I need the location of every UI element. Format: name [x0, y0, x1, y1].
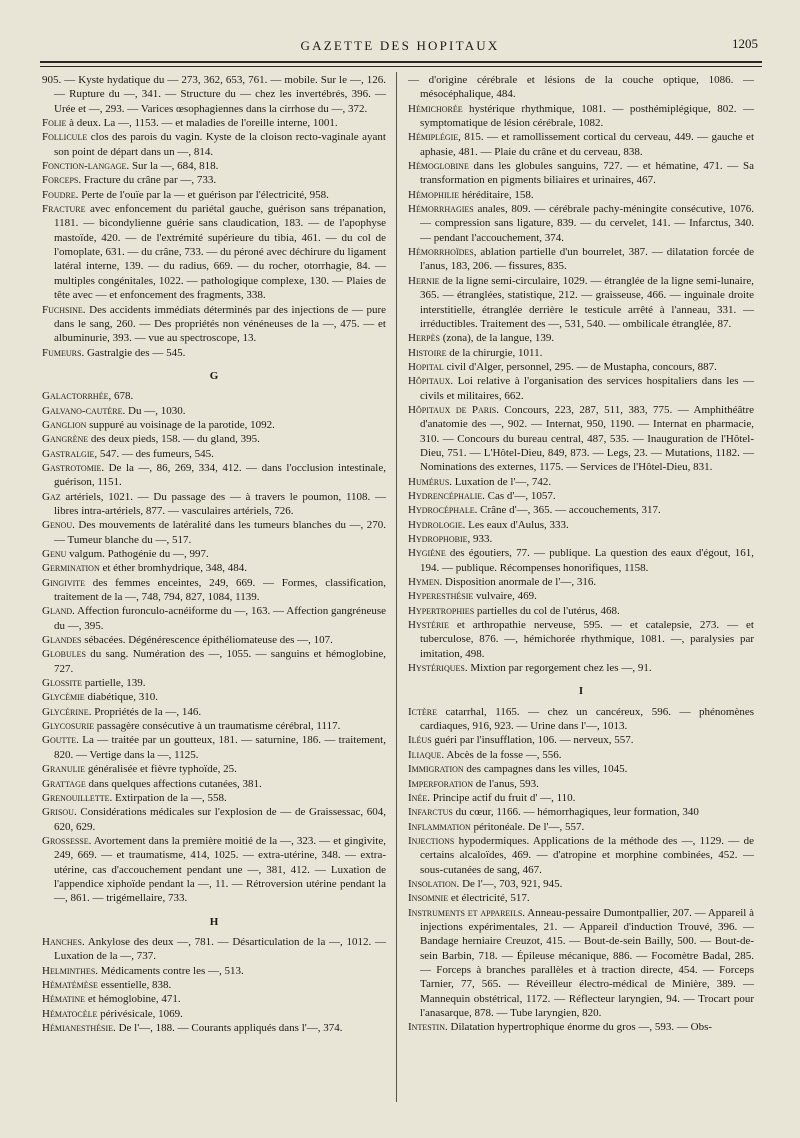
entry-text: Extirpation de la —, 558.: [112, 791, 227, 804]
entry-headword: Globules: [42, 648, 86, 661]
entry-text: et arthropathie nerveuse, 595. — et catalepsie, 273. — et tuberculose, 876. —, hémichorée rhythmique, 1081. —, paralysies par imitation, 498.: [420, 619, 754, 660]
entry-text: passagère consécutive à un traumatisme cérébral, 1117.: [94, 720, 341, 733]
index-entry: [42, 733, 386, 762]
entry-text: des deux pieds, 158. — du gland, 395.: [88, 433, 260, 446]
entry-text: suppuré au voisinage de la parotide, 1092.: [86, 418, 275, 431]
entry-text: généralisée et fièvre typhoïde, 25.: [85, 763, 237, 776]
entry-headword: Hémiplégie,: [408, 131, 461, 144]
index-entry: [408, 403, 754, 475]
entry-text: Médicaments contre les —, 513.: [98, 964, 244, 977]
index-entry: [42, 432, 386, 446]
entry-text: guéri par l'insufflation, 106. — nerveux, 557.: [431, 734, 634, 747]
index-entry: [408, 346, 754, 360]
index-entry: [42, 346, 386, 360]
entry-text: Sur la —, 684, 818.: [129, 160, 219, 173]
entry-headword: Hanches.: [42, 935, 85, 948]
entry-headword: Genou.: [42, 519, 75, 532]
index-entry: [408, 762, 754, 776]
entry-headword: Hémoglobine: [408, 160, 469, 173]
index-entry: [42, 992, 386, 1006]
entry-headword: Hémophilie: [408, 188, 460, 201]
index-entry: [408, 618, 754, 661]
index-entry: [42, 964, 386, 978]
index-entry: [42, 461, 386, 490]
entry-headword: Forceps.: [42, 174, 82, 187]
entry-text: Abcès de la fosse —, 556.: [444, 748, 562, 761]
index-entry: [408, 489, 754, 503]
entry-text: des campagnes dans les villes, 1045.: [463, 763, 628, 776]
entry-text: Considérations médicales sur l'explosion de — de Graissessac, 604, 620, 629.: [54, 806, 386, 833]
index-entry: [42, 978, 386, 992]
entry-text: de la chirurgie, 1011.: [446, 346, 543, 359]
index-entry: [42, 935, 386, 964]
index-entry: [42, 159, 386, 173]
entry-text: valgum. Pathogénie du —, 997.: [66, 548, 209, 560]
entry-text: 815. — et ramollissement cortical du cerveau, 449. — gauche et aphasie, 481. — Plaie du crâne et du cerveau, 838.: [420, 131, 754, 158]
entry-text: clos des parois du vagin. Kyste de la cloison recto-vaginale ayant son point de départ dans un —, 814.: [54, 131, 386, 158]
index-entry: [408, 331, 754, 345]
entry-headword: Fracture: [42, 203, 86, 216]
entry-text: civil d'Alger, personnel, 295. — de Mustapha, concours, 887.: [443, 360, 717, 373]
entry-headword: Instruments et appareils.: [408, 906, 526, 919]
index-entry: [408, 834, 754, 877]
index-entry: [408, 360, 754, 374]
index-entry: [408, 705, 754, 734]
entry-headword: Humérus.: [408, 475, 453, 488]
index-entry: [42, 676, 386, 690]
index-entry: [408, 820, 754, 834]
entry-text: (zona), de la langue, 139.: [439, 332, 555, 345]
index-entry: [42, 73, 386, 116]
entry-text: Mixtion par regorgement chez les —, 91.: [467, 662, 652, 675]
entry-text: Avortement dans la première moitié de la —, 323. — et gingivite, 249, 669. — et traumatisme, 414, 1025. — extra-utérine, 348. — extra-utérine, cas d'accouchement pendant une —, 381, 412. — Luxation de l'appendice xiphoïde pendant la —, 11. — Rétroversion utérine pendant la —, 861. — trigémellaire, 733.: [54, 834, 386, 905]
entry-headword: Iliaque.: [408, 748, 445, 761]
index-entry: [408, 777, 754, 791]
entry-headword: Hymen.: [408, 576, 443, 589]
entry-headword: Hystériques.: [408, 662, 468, 675]
index-entry: [408, 546, 754, 575]
index-entry: [42, 490, 386, 519]
section-letter: I: [578, 685, 584, 698]
entry-text: Fracture du crâne par —, 733.: [81, 174, 217, 187]
entry-text: Gastralgie des — 545.: [84, 346, 186, 359]
index-entry: [42, 116, 386, 130]
entry-text: du sang. Numération des —, 1055. — sanguins et hémoglobine, 727.: [54, 648, 386, 675]
entry-headword: Hypertrophies: [408, 604, 475, 617]
index-entry: [408, 202, 754, 245]
entry-text: avec enfoncement du pariétal gauche, guérison sans trépanation, 1181. — bicondylienne guérie sans claudication, 183. — de l'apophyse mastoïde, 420. — de l'extrémité supérieure du tibia, 461. — du col de l'omoplate, 631. — du crâne, 733. — du péroné avec déchirure du ligament latéral interne, 139. — du radius, 669. — du rocher, otorrhagie, 84. — multiples congénitales, 1022. — pathologique complexe, 130. — Plaies de tête avec — et enfoncement des fragments, 338.: [54, 203, 386, 302]
index-entry: [408, 661, 754, 675]
entry-headword: Gastralgie,: [42, 447, 98, 460]
entry-text: De l'—, 188. — Courants appliqués dans l'—, 374.: [115, 1022, 343, 1034]
index-entry: [42, 705, 386, 719]
index-entry: [408, 877, 754, 891]
entry-headword: Grisou.: [42, 806, 77, 819]
index-entry: [408, 604, 754, 618]
index-entry: [42, 633, 386, 647]
entry-headword: Iléus: [408, 734, 432, 747]
entry-headword: Hernie: [408, 274, 440, 287]
index-entry: [408, 1020, 754, 1034]
entry-text: et hémoglobine, 471.: [85, 993, 181, 1006]
index-entry: [42, 389, 386, 403]
index-entry: [408, 805, 754, 819]
entry-text: Les eaux d'Aulus, 333.: [465, 518, 569, 531]
entry-headword: Gingivite: [42, 576, 86, 589]
entry-text: De l'—, 703, 921, 945.: [459, 877, 563, 890]
page-number: 1205: [732, 36, 758, 51]
index-entry: [42, 690, 386, 704]
journal-title: GAZETTE DES HOPITAUX: [300, 38, 500, 53]
entry-text: Du —, 1030.: [125, 404, 186, 417]
entry-headword: Galactorrhée,: [42, 390, 112, 403]
entry-text: dans les globules sanguins, 727. — et hématine, 471. — Sa transformation en pigments biliaires et urinaires, 467.: [420, 160, 754, 187]
entry-text: Luxation de l'—, 742.: [452, 475, 552, 488]
entry-headword: Hopital: [408, 360, 444, 373]
entry-text: Perte de l'ouïe par la — et guérison par l'électricité, 958.: [78, 188, 329, 201]
index-entry: [42, 130, 386, 159]
entry-text: de l'anus, 593.: [473, 777, 539, 790]
entry-text: Des mouvements de latéralité dans les tumeurs blanches du —, 270. — Tumeur blanche du —, 517.: [54, 519, 386, 546]
entry-headword: Infarctus: [408, 806, 453, 819]
section-letter: G: [209, 369, 219, 382]
index-entry: [408, 906, 754, 1021]
entry-text: Propriétés de la —, 146.: [91, 705, 202, 718]
index-entry: [42, 834, 386, 906]
entry-text: héréditaire, 158.: [459, 188, 534, 201]
entry-headword: Hôpitaux de Paris.: [408, 403, 500, 416]
index-entry: [42, 777, 386, 791]
index-entry: [42, 1021, 386, 1035]
entry-headword: Inée.: [408, 791, 430, 804]
entry-text: Cas d'—, 1057.: [484, 489, 556, 502]
entry-headword: Hématémèse: [42, 978, 98, 991]
entry-headword: Hémorrhagies: [408, 203, 474, 216]
entry-headword: Glycémie: [42, 691, 85, 704]
index-entry: [408, 589, 754, 603]
index-entry: [408, 374, 754, 403]
entry-text: — d'origine cérébrale et lésions de la couche optique, 1086. — mésocéphalique, 484.: [408, 74, 754, 101]
index-entry: [42, 805, 386, 834]
index-entry: [408, 748, 754, 762]
entry-headword: Fonction-langage.: [42, 160, 130, 173]
page-header: [40, 36, 760, 60]
index-entry: [42, 418, 386, 432]
entry-text: 905. — Kyste hydatique du — 273, 362, 653, 761. — mobile. Sur le —, 126. — Rupture du —, 341. — Structure du — chez les invertébrés, 396. — Urée et —, 293. — Varices œsophagiennes dans la cirrhose du —, 372.: [42, 74, 386, 115]
entry-text: La — traitée par un goutteux, 181. — saturnine, 186. — traitement, 820. — Vertige dans la —, 1125.: [54, 734, 386, 761]
entry-text: et électricité, 517.: [448, 892, 530, 905]
entry-text: et éther bromhydrique, 348, 484.: [99, 562, 247, 575]
entry-text: 678.: [111, 390, 134, 403]
entry-headword: Hyperesthésie: [408, 590, 474, 603]
entry-text: De la —, 86, 269, 334, 412. — dans l'occlusion intestinale, guérison, 1151.: [54, 461, 386, 489]
entry-text: du cœur, 1166. — hémorrhagiques, leur formation, 340: [452, 806, 699, 819]
index-entry: [408, 891, 754, 905]
entry-text: Principe actif du fruit d' —, 110.: [429, 791, 576, 804]
index-entry: [42, 1007, 386, 1021]
entry-headword: Grattage: [42, 777, 86, 790]
entry-headword: Immigration: [408, 763, 464, 776]
index-entry: [42, 447, 386, 461]
index-entry: [42, 762, 386, 776]
entry-text: à deux. La —, 1153. — et maladies de l'oreille interne, 1001.: [66, 117, 338, 130]
entry-headword: Foudre.: [42, 188, 79, 201]
entry-text: Dilatation hypertrophique énorme du gros —, 593. — Obs-: [447, 1021, 713, 1034]
entry-text: partielle, 139.: [81, 677, 146, 690]
entry-headword: Histoire: [408, 346, 447, 359]
entry-headword: Germination: [42, 562, 100, 575]
entry-headword: Hydrophobie,: [408, 533, 471, 545]
index-entry: [42, 791, 386, 805]
section-letter: H: [209, 915, 219, 928]
entry-headword: Glycosurie: [42, 720, 95, 733]
entry-headword: Hématine: [42, 993, 86, 1006]
index-entry: [42, 576, 386, 605]
index-entry: [42, 547, 386, 561]
entry-text: Ankylose des deux —, 781. — Désarticulation de la —, 1012. — Luxation de la —, 737.: [54, 935, 386, 963]
entry-headword: Ganglion: [42, 418, 87, 431]
entry-text: hypodermiques. Applications de la méthode des —, 1129. — de certains alcaloïdes, 469. — d'atropine et morphine combinées, 452. — sous-cutanées de sang, 467.: [420, 834, 754, 876]
entry-text: ablation partielle d'un bourrelet, 387. — dilatation forcée de l'anus, 183, 206. — fissures, 835.: [420, 246, 754, 273]
header-rule-thick: [40, 61, 762, 63]
entry-text: Crâne d'—, 365. — accouchements, 317.: [477, 504, 661, 517]
entry-text: Concours, 223, 287, 511, 383, 775. — Amphithéâtre d'anatomie des —, 902. — Internat, 950, 1190. — Internat en pharmacie, 310. — Concours du bureau central, 487, 535. — Inauguration de l'Hôtel-Dieu, 751. — L'Hôtel-Dieu, 849, 873. — Legs, 23. — Mutations, 1182. — Nominations des externes, 1175. — Services de l'Hôtel-Dieu, 831.: [420, 403, 754, 474]
entry-text: Disposition anormale de l'—, 316.: [442, 576, 597, 589]
entry-text: Des accidents immédiats déterminés par des injections de — pure dans le sang, 260. — Des propriétés non vénéneuses de la —, 475. — et albuminurie, 393. — vue au spectroscope, 13.: [54, 303, 386, 345]
index-entry: [408, 575, 754, 589]
index-entry: [42, 604, 386, 633]
entry-headword: Hémichorée: [408, 102, 463, 115]
entry-headword: Fuchsine.: [42, 303, 86, 316]
entry-headword: Injections: [408, 834, 455, 847]
index-entry: [42, 188, 386, 202]
entry-headword: Genu: [42, 548, 67, 560]
index-entry: [42, 303, 386, 346]
entry-headword: Gaz: [42, 490, 61, 503]
entry-text: 547. — des fumeurs, 545.: [97, 447, 214, 460]
index-entry: [408, 245, 754, 274]
entry-headword: Helminthes.: [42, 964, 99, 977]
entry-text: dans quelques affections cutanées, 381.: [85, 777, 262, 790]
entry-headword: Insolation.: [408, 877, 460, 890]
index-entry: [408, 791, 754, 805]
entry-headword: Gangrène: [42, 433, 89, 446]
entry-headword: Goutte.: [42, 734, 79, 747]
entry-headword: Follicule: [42, 131, 88, 144]
index-entry: [408, 102, 754, 131]
index-entry: [42, 647, 386, 676]
index-entry: [42, 719, 386, 733]
entry-text: des femmes enceintes, 249, 669. — Formes, classification, traitement de la —, 748, 794, 827, 1084, 1139.: [54, 576, 386, 604]
entry-headword: Glandes: [42, 634, 82, 647]
entry-headword: Hydrologie.: [408, 518, 466, 531]
entry-text: périvésicale, 1069.: [97, 1007, 183, 1020]
entry-text: péritonéale. De l'—, 557.: [470, 820, 585, 833]
entry-headword: Fumeurs.: [42, 346, 85, 359]
index-entry-continued: [408, 73, 754, 102]
column-separator: [396, 72, 397, 1102]
index-entry: [42, 173, 386, 187]
entry-text: essentielle, 838.: [97, 978, 172, 991]
entry-headword: Inflammation: [408, 820, 471, 833]
entry-text: sébacées. Dégénérescence épithéliomateuse des —, 107.: [81, 634, 333, 647]
entry-headword: Hydrocéphale.: [408, 504, 478, 517]
entry-headword: Hôpitaux.: [408, 375, 454, 388]
right-column: [408, 73, 754, 1035]
entry-headword: Imperforation: [408, 777, 474, 790]
index-entry: [42, 404, 386, 418]
entry-text: de la ligne semi-circulaire, 1029. — étranglée de la ligne semi-lunaire, 365. — étranglées, statistique, 212. — graisseuse, 466. — inguinale droite interstitielle, étranglée derrière le testicule arrêté à l'anneau, 331. — irréductibles. Traitement des —, 531, 540. — ombilicale étranglée, 87.: [420, 274, 754, 330]
index-entry: [408, 130, 754, 159]
entry-headword: Intestin.: [408, 1021, 448, 1034]
index-entry: [408, 159, 754, 188]
entry-headword: Gland.: [42, 605, 75, 618]
entry-headword: Ictère: [408, 705, 437, 718]
entry-text: vulvaire, 469.: [473, 590, 537, 603]
entry-headword: Grenouillette.: [42, 791, 113, 804]
index-entry: [42, 202, 386, 302]
entry-headword: Hydrencéphalie.: [408, 489, 485, 502]
index-entry: [42, 561, 386, 575]
entry-text: Loi relative à l'organisation des services hospitaliers dans les — civils et militaires, 662.: [420, 375, 754, 402]
entry-headword: Hystérie: [408, 619, 449, 632]
entry-text: 933.: [470, 533, 493, 545]
entry-text: partielles du col de l'utérus, 468.: [474, 604, 620, 617]
index-entry: [408, 532, 754, 546]
entry-headword: Hématocèle: [42, 1007, 98, 1020]
header-rule-thin: [40, 66, 762, 67]
index-entry: [42, 518, 386, 547]
entry-text: hystérique rhythmique, 1081. — posthémiplégique, 802. — symptomatique de lésion cérébrale, 1082.: [420, 102, 754, 130]
entry-headword: Hémorrhoïdes,: [408, 246, 477, 259]
index-entry: [408, 475, 754, 489]
index-entry: [408, 518, 754, 532]
entry-headword: Grossesse.: [42, 834, 92, 847]
entry-headword: Hémianesthésie.: [42, 1022, 116, 1034]
entry-headword: Hygiène: [408, 547, 446, 560]
entry-text: Anneau-pessaire Dumontpallier, 207. — Appareil à injections expérimentales, 21. — Appareil d'induction Trouvé, 396. — Bandage herniaire Creuzot, 415. — Bout-de-sein Bailly, 500. — Bout-de-sein Barbin, 718. — Épileuse mécanique, 886. — Focomètre Badal, 285. — Forceps à branches parallèles et à traction directe, 454. — Forceps Tarnier, 77, 565. — Réveilleur électro-médical de Minière, 389. — Mannequin obstétrical, 1172. — Réflecteur laryngien, 94. — Trocart pour l'anasarque, 878. — Tube laryngien, 820.: [420, 906, 754, 1019]
entry-headword: Folie: [42, 117, 67, 130]
entry-headword: Galvano-cautère.: [42, 404, 126, 417]
entry-headword: Gastrotomie.: [42, 461, 105, 474]
entry-text: catarrhal, 1165. — chez un cancéreux, 596. — phénomènes cardiaques, 916, 923. — Urine dans l'—, 1013.: [420, 705, 754, 733]
entry-text: Affection furonculo-acnéiforme du —, 163. — Affection gangréneuse du —, 395.: [54, 605, 386, 632]
entry-headword: Glossite: [42, 677, 82, 690]
entry-text: des égoutiers, 77. — publique. La question des eaux d'égout, 161, 194. — publique. Récompenses honorifiques, 1158.: [420, 547, 754, 574]
entry-text: artériels, 1021. — Du passage des — à travers le poumon, 1108. — libres intra-artériels, 877. — vasculaires artériels, 726.: [54, 490, 386, 517]
entry-headword: Glycérine.: [42, 705, 92, 718]
entry-text: diabétique, 310.: [84, 691, 159, 704]
entry-headword: Granulie: [42, 763, 86, 776]
index-entry: [408, 733, 754, 747]
left-column: [42, 73, 386, 1035]
entry-headword: Herpès: [408, 332, 440, 345]
index-entry: [408, 188, 754, 202]
entry-headword: Insomnie: [408, 892, 449, 905]
entry-text: anales, 809. — cérébrale pachy-méningite consécutive, 1076. — compression sans ligature, 839. — du cervelet, 141. — Infarctus, 340. — pendant l'accouchement, 374.: [420, 203, 754, 244]
index-entry: [408, 503, 754, 517]
index-entry: [408, 274, 754, 331]
